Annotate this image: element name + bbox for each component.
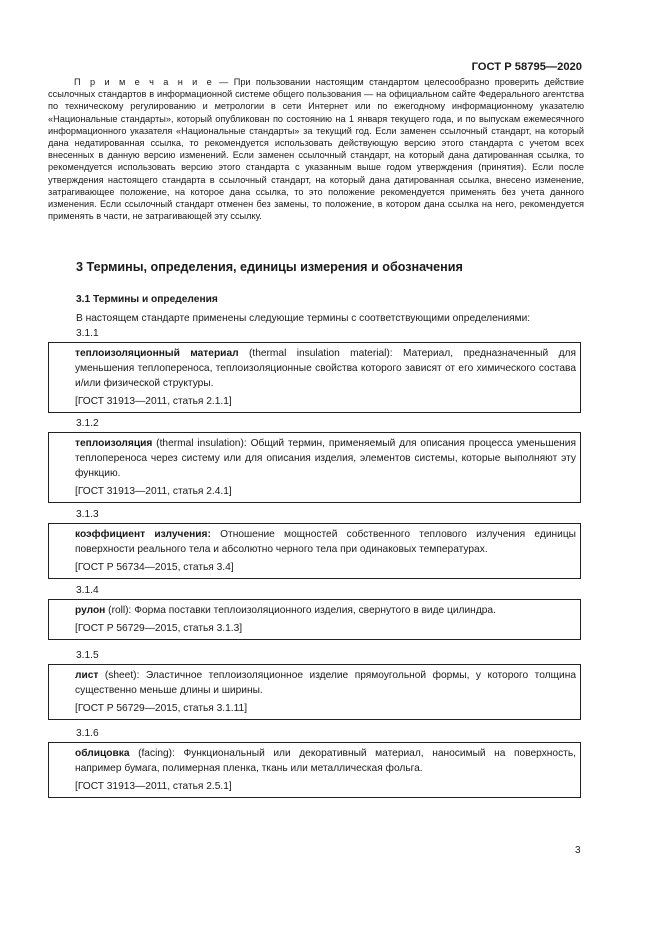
term-definition: (sheet): Эластичное теплоизоляционное изделие прямоугольной формы, у которого толщина существенно меньше длины и ширины. [75,670,576,696]
term-box [48,742,581,798]
term-box [48,599,581,640]
intro-text: В настоящем стандарте применены следующие термины с соответствующими определениями: [76,313,531,324]
term-box [48,664,581,720]
term-definition: (facing): Функциональный или декоративный материал, наносимый на поверхность, например бумага, полимерная пленка, ткань или металлическая фольга. [75,748,576,774]
subsection-title: 3.1 Термины и определения [76,294,218,305]
document-code: ГОСТ Р 58795—2020 [471,61,582,73]
term-number: 3.1.4 [76,585,99,596]
term-definition: (thermal insulation material): Материал, предназначенный для уменьшения теплопереноса, теплоизоляционные свойства которого зависят от его химического состава и/или физической структуры. [75,348,576,389]
term-definition: Отношение мощностей собственного теплового излучения единицы поверхности реального тела и абсолютно черного тела при одинаковых температурах. [75,529,576,555]
term-box [48,523,581,579]
term-box [48,432,581,503]
term-source: [ГОСТ Р 56734—2015, статья 3.4] [75,562,234,573]
term-definition: (thermal insulation): Общий термин, применяемый для описания процесса уменьшения теплопереноса через систему или для описания изделия, элементов системы, которые выполняют эту функцию. [75,438,576,479]
term-name: лист [75,670,99,681]
term-definition: (roll): Форма поставки теплоизоляционного изделия, свернутого в виде цилиндра. [105,605,496,616]
term-number: 3.1.1 [76,328,99,339]
note-label: П р и м е ч а н и е [74,77,214,87]
term-number: 3.1.6 [76,728,99,739]
term-name: теплоизоляция [75,438,153,449]
note-text: — При пользовании настоящим стандартом целесообразно проверить действие ссылочных стандартов в информационной системе общего пользования — на официальном сайте Федерального агентства по техническому регулированию и метрологии в сети Интернет или по ежегодному информационному указателю «Национальные стандарты», который опубликован по состоянию на 1 января текущего года, и по выпускам ежемесячного информационного указателя «Национальные стандарты» за текущий год. Если заменен ссылочный стандарт, на который дана недатированная ссылка, то рекомендуется использовать действующую версию этого стандарта с учетом всех внесенных в данную версию изменений. Если заменен ссылочный стандарт, на который дана датированная ссылка, то рекомендуется использовать версию этого стандарта с указанным выше годом утверждения (принятия). Если после утверждения настоящего стандарта в ссылочный стандарт, на который дана датированная ссылка, внесено изменение, затрагивающее положение, на которое дана ссылка, то это положение рекомендуется применять без учета данного изменения. Если ссылочный стандарт отменен без замены, то положение, в котором дана ссылка на него, рекомендуется применять в части, не затрагивающей эту ссылку. [48,77,584,222]
section-title: 3 Термины, определения, единицы измерения и обозначения [76,260,463,274]
term-box [48,342,581,413]
page-number: 3 [575,845,581,856]
term-number: 3.1.5 [76,650,99,661]
term-number: 3.1.3 [76,509,99,520]
term-name: теплоизоляционный материал [75,348,239,359]
term-source: [ГОСТ 31913—2011, статья 2.5.1] [75,781,232,792]
term-name: рулон [75,605,106,616]
note-block [48,76,584,222]
term-source: [ГОСТ Р 56729—2015, статья 3.1.11] [75,703,248,714]
term-name: коэффициент излучения: [75,529,211,540]
term-number: 3.1.2 [76,418,99,429]
term-source: [ГОСТ 31913—2011, статья 2.1.1] [75,396,232,407]
term-name: облицовка [75,748,130,759]
term-source: [ГОСТ 31913—2011, статья 2.4.1] [75,486,232,497]
term-source: [ГОСТ Р 56729—2015, статья 3.1.3] [75,623,243,634]
